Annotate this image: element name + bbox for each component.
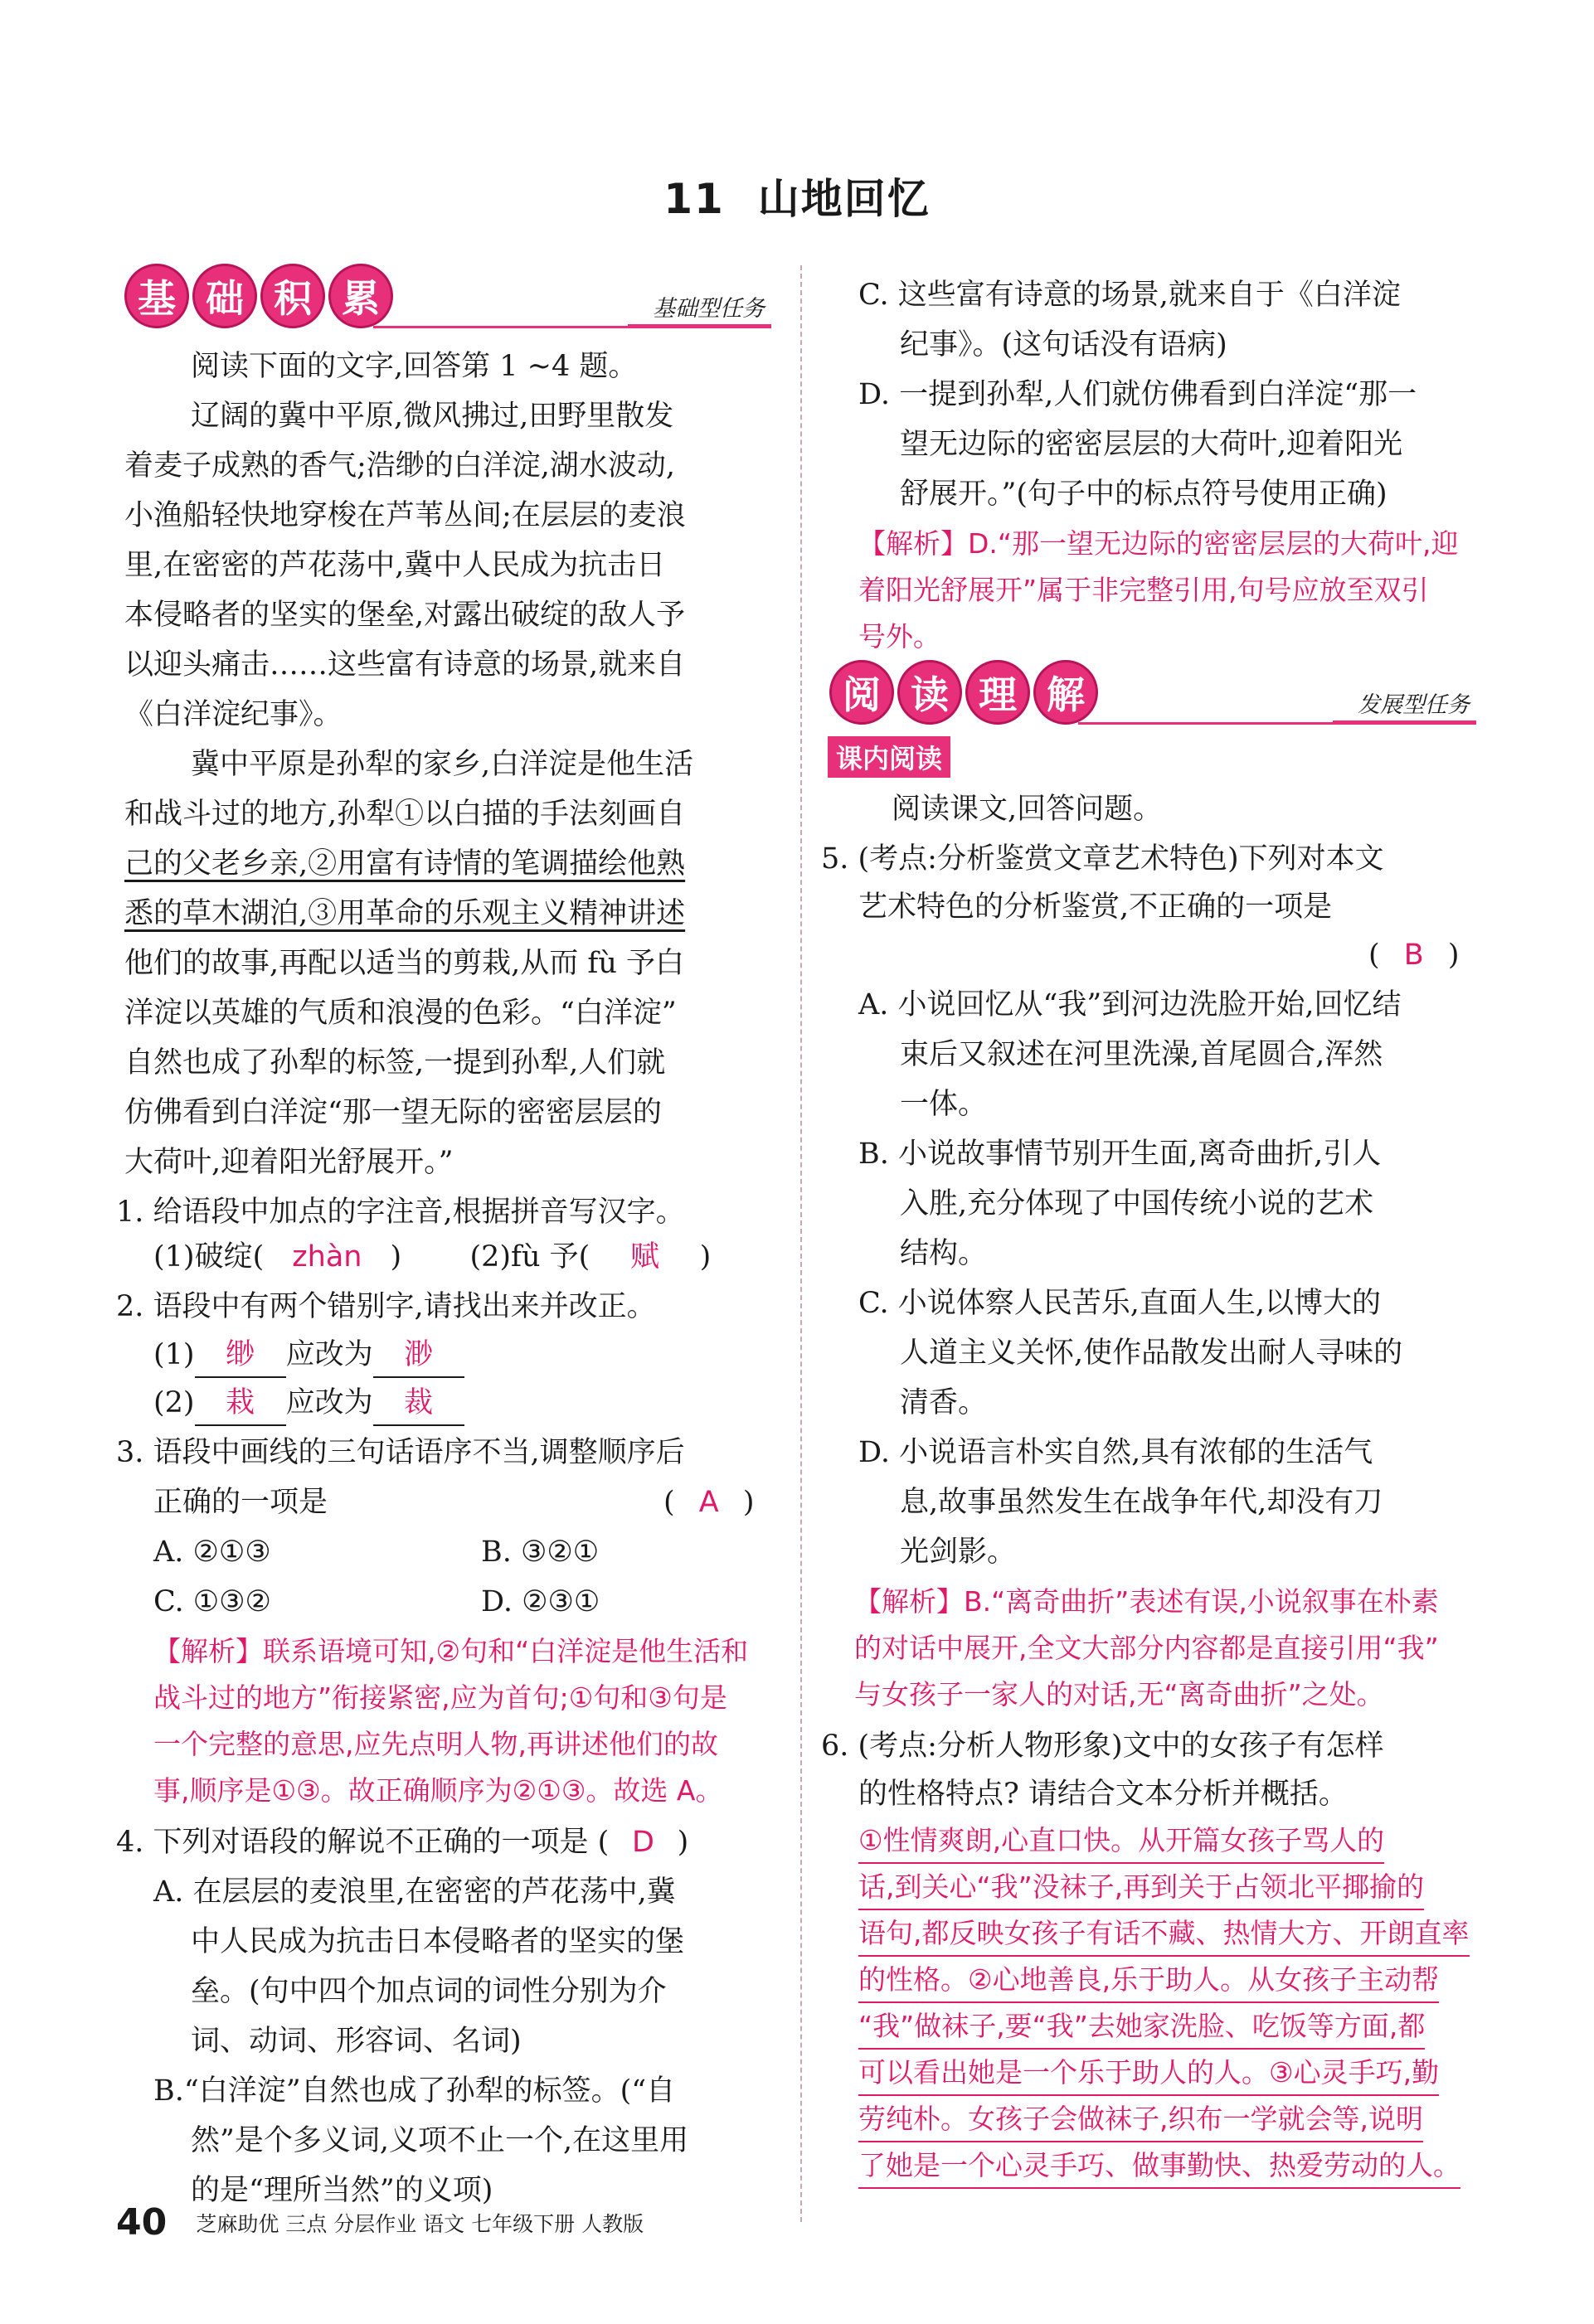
passage-line: 洋淀以英雄的气质和浪漫的色彩。“白洋淀” [124, 997, 677, 1030]
q5-option-line: 人道主义关怀,使作品散发出耐人寻味的 [900, 1337, 1403, 1370]
q4-option-line: 舒展开。”(句子中的标点符号使用正确) [900, 478, 1387, 511]
q5-option-line: 息,故事虽然发生在战争年代,却没有刀 [900, 1486, 1383, 1519]
page-number: 40 [116, 2201, 168, 2244]
q4-option-line: 词、动词、形容词、名词) [191, 2025, 522, 2058]
passage-line: 仿佛看到白洋淀“那一望无际的密密层层的 [124, 1096, 662, 1129]
q6-answer-line: 的性格。②心地善良,乐于助人。从女孩子主动帮 [858, 1958, 1439, 2003]
question-4-stem: 4. 下列对语段的解说不正确的一项是 ( D ) [116, 1821, 688, 1864]
passage-line: 里,在密密的芦花荡中,冀中人民成为抗击日 [124, 549, 666, 582]
banner-tag: 发展型任务 [1333, 687, 1476, 723]
question-3-stem-2: 正确的一项是 [153, 1486, 328, 1519]
q5-option-line: A. 小说回忆从“我”到河边洗脸开始,回忆结 [858, 988, 1402, 1021]
page-title [0, 166, 1594, 226]
q4-option-line: 望无边际的密密层层的大荷叶,迎着阳光 [900, 428, 1403, 461]
question-3-stem: 3. 语段中画线的三句话语序不当,调整顺序后 [116, 1436, 685, 1469]
passage-line: 冀中平原是孙犁的家乡,白洋淀是他生活 [191, 748, 694, 781]
q5-option-line: D. 小说语言朴实自然,具有浓郁的生活气 [858, 1436, 1373, 1469]
q5-option-line: 一体。 [900, 1088, 988, 1121]
q4-answer: D [631, 1826, 654, 1859]
book-title: 芝麻助优 三点 分层作业 语文 七年级下册 人教版 [196, 2211, 644, 2236]
q4-option-line: 纪事》。(这句话没有语病) [900, 328, 1227, 361]
q1-item-1-answer: zhàn [292, 1240, 362, 1274]
q4-option-line: 中人民成为抗击日本侵略者的坚实的堡 [191, 1925, 685, 1958]
question-1-answers [153, 1235, 711, 1278]
q5-explanation-line: 的对话中展开,全文大部分内容都是直接引用“我” [854, 1632, 1439, 1664]
q1-item-2-label: (2)fù 予( [469, 1240, 590, 1274]
q3-option-a: A. ②①③ [153, 1536, 271, 1569]
q3-explanation-line: 战斗过的地方”衔接紧密,应为首句;①句和③句是 [153, 1681, 727, 1714]
q3-option-b: B. ③②① [481, 1536, 600, 1569]
banner-tag: 基础型任务 [628, 290, 771, 327]
q5-option-line: 束后又叙述在河里洗澡,首尾圆合,浑然 [900, 1038, 1383, 1071]
banner-char: 础 [192, 264, 257, 328]
question-5-stem-2: 艺术特色的分析鉴赏,不正确的一项是 [858, 890, 1333, 924]
q2-row-2 [153, 1381, 464, 1426]
section-banner-reading [829, 660, 1476, 726]
q3-explanation-line: 一个完整的意思,应先点明人物,再讲述他们的故 [153, 1728, 718, 1760]
q4-option-line: B.“白洋淀”自然也成了孙犁的标签。(“自 [153, 2074, 676, 2108]
lesson-number: 11 [663, 175, 725, 223]
section-banner-basic [124, 264, 771, 330]
passage-line-underlined: 己的父老乡亲,②用富有诗情的笔调描绘他熟 [124, 847, 686, 881]
q3-explanation-line: 【解析】联系语境可知,②句和“白洋淀是他生活和 [153, 1635, 749, 1667]
q2-row-1 [153, 1333, 464, 1378]
banner-char: 基 [124, 264, 189, 328]
q4-option-line: 然”是个多义词,义项不止一个,在这里用 [191, 2124, 689, 2157]
q5-option-line: C. 小说体察人民苦乐,直面人生,以博大的 [858, 1287, 1382, 1320]
q6-answer-line: ①性情爽朗,心直口快。从开篇女孩子骂人的 [858, 1819, 1384, 1864]
q5-option-line: B. 小说故事情节别开生面,离奇曲折,引人 [858, 1138, 1382, 1171]
q5-explanation-line: 与女孩子一家人的对话,无“离奇曲折”之处。 [854, 1678, 1384, 1710]
q2-row-2-mid: 应改为 [285, 1386, 373, 1419]
q4-explanation-line: 【解析】D.“那一望无边际的密密层层的大荷叶,迎 [858, 527, 1459, 560]
question-2-stem: 2. 语段中有两个错别字,请找出来并改正。 [116, 1290, 656, 1323]
q4-option-line: 的是“理所当然”的义项) [191, 2174, 493, 2207]
banner-char: 累 [328, 264, 393, 328]
page-footer [116, 2201, 644, 2244]
q5-answer-paren: ( B ) [1368, 934, 1460, 977]
reading-instruction: 阅读下面的文字,回答第 1 ~4 题。 [191, 350, 638, 383]
question-1-stem: 1. 给语段中加点的字注音,根据拼音写汉字。 [116, 1196, 685, 1229]
q2-row-1-mid: 应改为 [285, 1338, 373, 1371]
q2-row-1-right: 渺 [373, 1333, 464, 1378]
q2-row-1-label: (1) [153, 1338, 195, 1371]
q4-option-line: 垒。(句中四个加点词的词性分别为介 [191, 1975, 667, 2008]
passage-line: 自然也成了孙犁的标签,一提到孙犁,人们就 [124, 1046, 666, 1080]
q1-item-1-label: (1)破绽( [153, 1240, 265, 1274]
passage-line: 本侵略者的坚实的堡垒,对露出破绽的敌人予 [124, 599, 686, 632]
subsection-label: 课内阅读 [828, 736, 950, 778]
q5-option-line: 入胜,充分体现了中国传统小说的艺术 [900, 1187, 1374, 1220]
passage-line: 他们的故事,再配以适当的剪栽,从而 fù 予白 [124, 947, 684, 980]
q6-answer-line: 劳纯朴。女孩子会做袜子,织布一学就会等,说明 [858, 2098, 1423, 2142]
q2-row-1-wrong: 缈 [195, 1333, 286, 1378]
q5-option-line: 清香。 [900, 1386, 988, 1419]
q3-option-c: C. ①③② [153, 1585, 271, 1618]
q4-option-line: C. 这些富有诗意的场景,就来自于《白洋淀 [858, 279, 1401, 312]
q2-row-2-label: (2) [153, 1386, 195, 1419]
banner-char: 读 [897, 660, 962, 725]
passage-line-underlined: 悉的草木湖泊,③用革命的乐观主义精神讲述 [124, 897, 686, 930]
question-5-stem: 5. (考点:分析鉴赏文章艺术特色)下列对本文 [821, 842, 1384, 876]
lesson-title: 山地回忆 [757, 175, 931, 223]
column-divider [800, 265, 802, 2222]
q6-answer-line: 了她是一个心灵手巧、做事勤快、热爱劳动的人。 [858, 2144, 1460, 2189]
reading-instruction: 阅读课文,回答问题。 [892, 793, 1163, 826]
q4-stem-text: 4. 下列对语段的解说不正确的一项是 ( [116, 1826, 610, 1859]
q2-row-2-wrong: 栽 [195, 1381, 286, 1426]
q6-answer-line: 可以看出她是一个乐于助人的人。③心灵手巧,勤 [858, 2051, 1439, 2096]
q5-option-line: 光剑影。 [900, 1536, 1017, 1569]
q4-option-line: D. 一提到孙犁,人们就仿佛看到白洋淀“那一 [858, 378, 1417, 411]
q6-answer-line: 语句,都反映女孩子有话不藏、热情大方、开朗直率 [858, 1912, 1470, 1957]
banner-char: 解 [1033, 660, 1098, 725]
q5-explanation-line: 【解析】B.“离奇曲折”表述有误,小说叙事在朴素 [854, 1585, 1439, 1618]
passage-line: 辽阔的冀中平原,微风拂过,田野里散发 [191, 400, 674, 433]
q4-explanation-line: 着阳光舒展开”属于非完整引用,句号应放至双引 [858, 574, 1429, 606]
q2-row-2-right: 裁 [373, 1381, 464, 1426]
question-6-stem: 6. (考点:分析人物形象)文中的女孩子有怎样 [821, 1730, 1384, 1763]
banner-char: 积 [260, 264, 325, 328]
passage-line: 和战斗过的地方,孙犁①以白描的手法刻画自 [124, 798, 686, 831]
q3-answer-paren: ( A ) [663, 1481, 755, 1524]
banner-char: 理 [965, 660, 1030, 725]
q4-option-line: A. 在层层的麦浪里,在密密的芦花荡中,冀 [153, 1875, 676, 1909]
banner-char: 阅 [829, 660, 894, 725]
passage-line: 大荷叶,迎着阳光舒展开。” [124, 1146, 454, 1179]
passage-line: 着麦子成熟的香气;浩缈的白洋淀,湖水波动, [124, 449, 676, 483]
q6-answer-line: “我”做袜子,要“我”去她家洗脸、吃饭等方面,都 [858, 2005, 1425, 2050]
q5-answer: B [1403, 939, 1424, 972]
passage-line: 《白洋淀纪事》。 [124, 698, 343, 731]
passage-line: 以迎头痛击……这些富有诗意的场景,就来自 [124, 648, 686, 682]
passage-line: 小渔船轻快地穿梭在芦苇丛间;在层层的麦浪 [124, 499, 686, 532]
q1-item-2-answer: 赋 [629, 1240, 659, 1274]
question-6-stem-2: 的性格特点? 请结合文本分析并概括。 [858, 1778, 1348, 1811]
q3-answer: A [698, 1486, 719, 1519]
q1-close-paren: ) [699, 1240, 712, 1274]
q3-option-d: D. ②③① [481, 1585, 600, 1618]
q3-explanation-line: 事,顺序是①③。故正确顺序为②①③。故选 A。 [153, 1774, 723, 1807]
q1-close-paren: ) [390, 1240, 402, 1274]
q6-answer-line: 话,到关心“我”没袜子,再到关于占领北平揶揄的 [858, 1866, 1424, 1910]
q5-option-line: 结构。 [900, 1237, 988, 1270]
q4-explanation-line: 号外。 [858, 620, 940, 653]
